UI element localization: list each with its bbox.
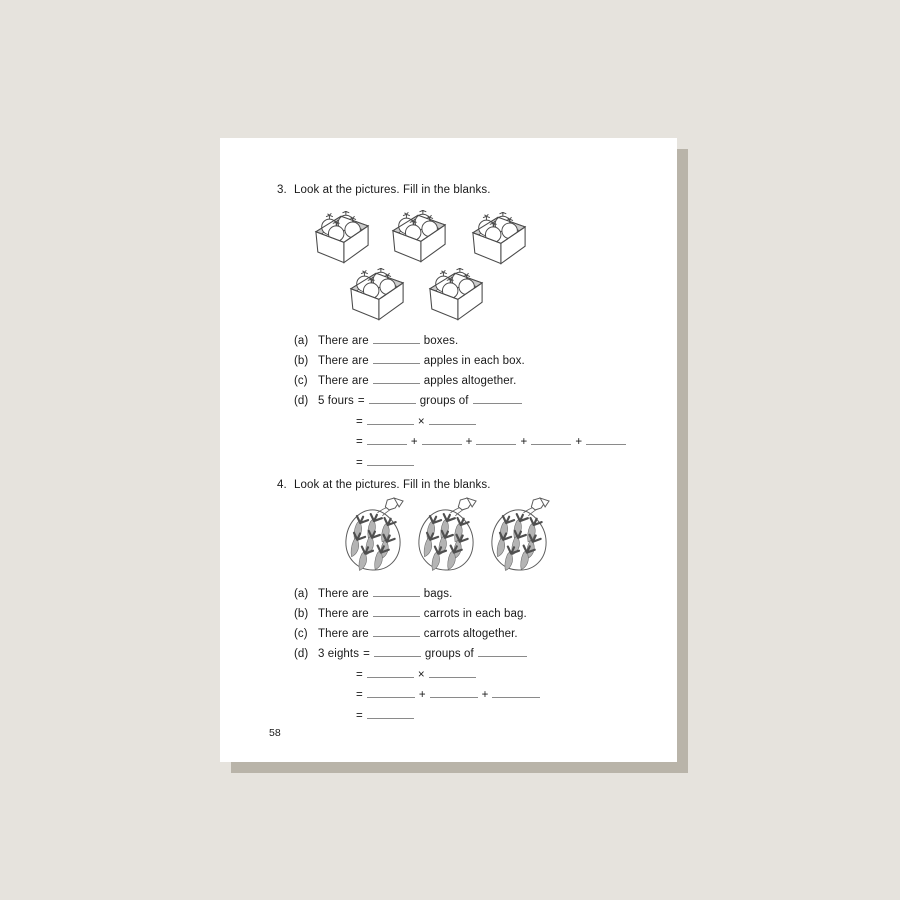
answer-blank [478, 644, 527, 657]
equals-sign: = [356, 436, 363, 448]
item-text: There are [318, 375, 369, 387]
answer-blank [373, 624, 420, 637]
q4-line-b [294, 604, 527, 621]
item-text: There are [318, 335, 369, 347]
q4-heading [277, 479, 491, 492]
item-text: groups of [419, 395, 469, 407]
answer-blank [373, 371, 420, 384]
item-text: There are [318, 588, 369, 600]
item-text: groups of [424, 648, 474, 660]
answer-blank [586, 432, 626, 445]
equals-sign: = [356, 710, 363, 722]
item-label: (b) [294, 608, 309, 620]
q3-line-b [294, 351, 525, 368]
q3-line-d [294, 391, 522, 408]
item-label: (a) [294, 335, 309, 347]
answer-blank [473, 391, 522, 404]
q3-number: 3. [277, 184, 287, 196]
q3-prompt: Look at the pictures. Fill in the blanks. [294, 184, 491, 196]
plus-sign: + [465, 436, 473, 448]
apple-box-illustration [390, 210, 448, 263]
answer-blank [367, 665, 414, 678]
plus-sign: + [575, 436, 583, 448]
apple-box-illustration [427, 268, 485, 321]
answer-blank [429, 665, 476, 678]
carrot-bag-illustration [415, 497, 480, 574]
item-text: carrots in each bag. [423, 608, 527, 620]
plus-sign: + [410, 436, 418, 448]
answer-blank [374, 644, 421, 657]
page-number: 58 [269, 727, 281, 739]
item-text: apples altogether. [423, 375, 517, 387]
answer-blank [367, 685, 415, 698]
answer-blank [369, 391, 416, 404]
q4-prompt: Look at the pictures. Fill in the blanks. [294, 479, 491, 491]
answer-blank [367, 706, 414, 719]
item-text: 5 fours [318, 395, 354, 407]
equals-sign: = [356, 416, 363, 428]
q3-eq-addition [356, 432, 626, 449]
equals-sign: = [363, 648, 370, 660]
item-label: (c) [294, 375, 308, 387]
q3-line-c [294, 371, 516, 388]
workbook-page [220, 138, 677, 762]
answer-blank [531, 432, 571, 445]
answer-blank [373, 331, 420, 344]
item-text: apples in each box. [423, 355, 525, 367]
carrot-bag-illustration [488, 497, 553, 574]
item-label: (c) [294, 628, 308, 640]
apple-box-illustration [470, 212, 528, 265]
answer-blank [429, 412, 476, 425]
equals-sign: = [356, 669, 363, 681]
q3-heading [277, 184, 491, 197]
q4-line-c [294, 624, 518, 641]
answer-blank [430, 685, 478, 698]
q4-eq-addition [356, 685, 540, 702]
answer-blank [373, 351, 420, 364]
item-text: There are [318, 608, 369, 620]
q4-number: 4. [277, 479, 287, 491]
plus-sign: + [418, 689, 426, 701]
q3-eq-multiplication [356, 412, 476, 429]
plus-sign: + [520, 436, 528, 448]
plus-sign: + [481, 689, 489, 701]
q4-line-a [294, 584, 452, 601]
q4-line-d [294, 644, 527, 661]
item-label: (d) [294, 395, 309, 407]
answer-blank [367, 412, 414, 425]
item-text: There are [318, 355, 369, 367]
q3-line-a [294, 331, 458, 348]
item-text: carrots altogether. [423, 628, 518, 640]
apple-box-illustration [348, 268, 406, 321]
times-sign: × [417, 669, 425, 681]
item-label: (a) [294, 588, 309, 600]
item-text: 3 eights [318, 648, 360, 660]
answer-blank [373, 604, 420, 617]
item-label: (d) [294, 648, 309, 660]
equals-sign: = [356, 457, 363, 469]
answer-blank [367, 432, 407, 445]
answer-blank [492, 685, 540, 698]
q4-eq-result [356, 706, 414, 723]
answer-blank [476, 432, 516, 445]
times-sign: × [417, 416, 425, 428]
item-text: bags. [423, 588, 453, 600]
q4-eq-multiplication [356, 665, 476, 682]
answer-blank [367, 453, 414, 466]
equals-sign: = [356, 689, 363, 701]
item-label: (b) [294, 355, 309, 367]
item-text: boxes. [423, 335, 459, 347]
carrot-bag-illustration [342, 497, 407, 574]
answer-blank [422, 432, 462, 445]
item-text: There are [318, 628, 369, 640]
answer-blank [373, 584, 420, 597]
apple-box-illustration [313, 211, 371, 264]
q3-eq-result [356, 453, 414, 470]
equals-sign: = [357, 395, 365, 407]
